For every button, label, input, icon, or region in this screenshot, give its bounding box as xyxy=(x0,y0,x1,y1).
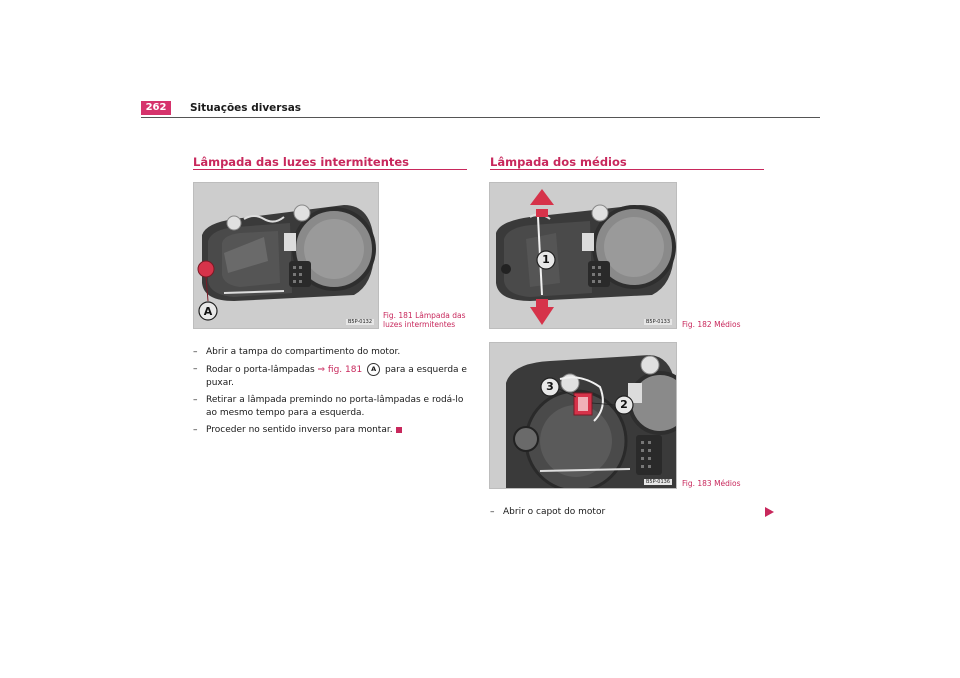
callout-2: 2 xyxy=(620,398,628,411)
figure-code: B5P-0133 xyxy=(645,319,670,325)
figure-182-caption: Fig. 182 Médios xyxy=(682,320,741,329)
figure-181 xyxy=(193,182,379,329)
figure-181-caption xyxy=(383,311,466,329)
headlight-illustration-183 xyxy=(490,343,676,488)
section-rule-left xyxy=(193,169,467,170)
running-title: Situações diversas xyxy=(190,102,302,114)
callout-badge-a: A xyxy=(367,363,380,376)
list-item xyxy=(193,394,473,420)
figure-code: B5P-0132 xyxy=(347,319,372,325)
step-text: Proceder no sentido inverso para montar. xyxy=(206,425,393,435)
list-item xyxy=(490,506,760,519)
dash: – xyxy=(193,347,198,357)
figure-reference-link[interactable]: ⇒ fig. 181 xyxy=(317,365,363,375)
instruction-list-right xyxy=(490,506,760,523)
callout-1: 1 xyxy=(542,253,550,266)
section-title-turn-signal: Lâmpada das luzes intermitentes xyxy=(193,155,410,169)
headlight-illustration-182 xyxy=(490,183,676,328)
section-rule-right xyxy=(490,169,764,170)
step-text: para a esquerda e puxar. xyxy=(206,365,467,388)
dash: – xyxy=(193,395,198,405)
end-of-section-mark xyxy=(396,427,402,433)
figure-182 xyxy=(489,182,677,329)
instruction-list-left xyxy=(193,346,473,441)
list-item xyxy=(193,424,473,437)
figure-code: B5P-0136 xyxy=(645,479,670,485)
dash: – xyxy=(193,364,198,374)
caption-line: Fig. 181 Lâmpada das xyxy=(383,311,466,320)
continue-arrow-icon[interactable] xyxy=(765,507,774,517)
dash: – xyxy=(193,425,198,435)
section-title-low-beam: Lâmpada dos médios xyxy=(490,155,627,169)
list-item xyxy=(193,363,473,390)
step-text: Rodar o porta-lâmpadas xyxy=(206,365,318,375)
step-text: Abrir a tampa do compartimento do motor. xyxy=(206,347,401,357)
step-text: Retirar a lâmpada premindo no porta-lâmpadas e rodá-lo ao mesmo tempo para a esquerda. xyxy=(206,395,464,418)
header-rule xyxy=(141,117,820,118)
dash: – xyxy=(490,507,495,517)
caption-line: luzes intermitentes xyxy=(383,320,456,329)
figure-183-caption: Fig. 183 Médios xyxy=(682,479,741,488)
callout-3: 3 xyxy=(546,380,554,393)
figure-183 xyxy=(489,342,677,489)
page-number: 262 xyxy=(141,101,171,115)
headlight-illustration-181 xyxy=(194,183,378,328)
list-item xyxy=(193,346,473,359)
step-text: Abrir o capot do motor xyxy=(503,507,606,517)
callout-a: A xyxy=(203,305,213,318)
